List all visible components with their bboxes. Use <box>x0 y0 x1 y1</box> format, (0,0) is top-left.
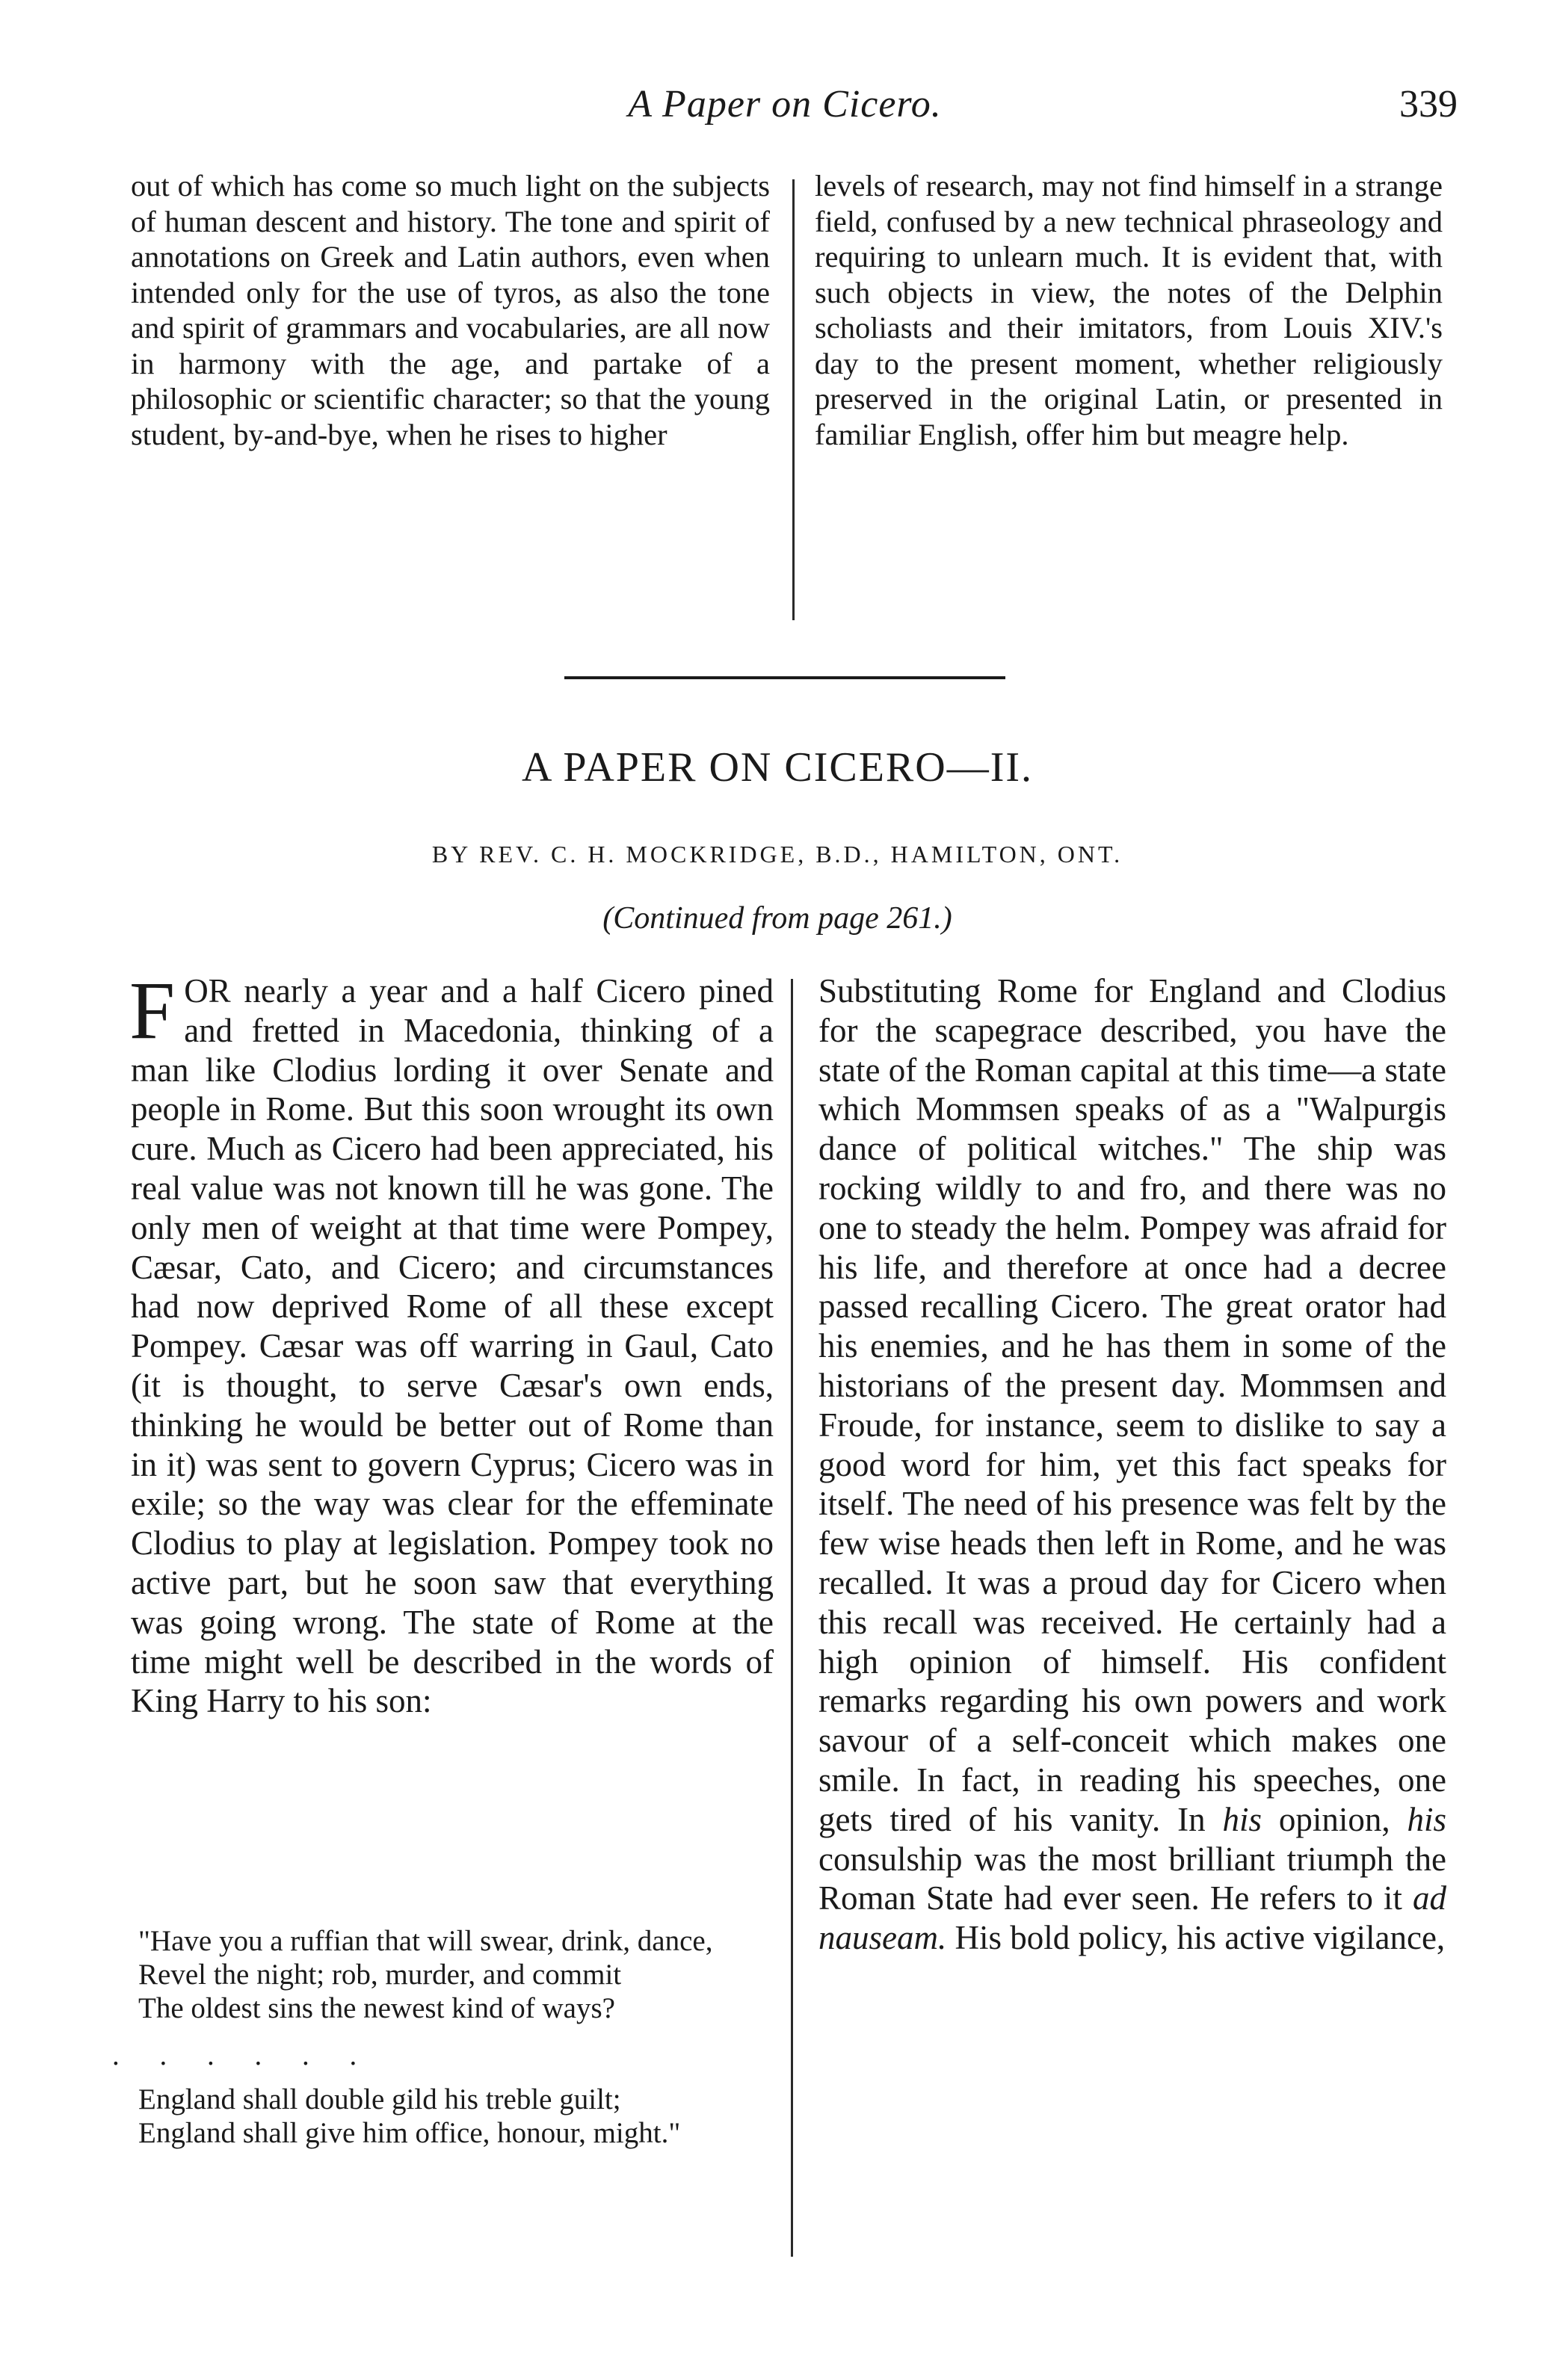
quote-line: England shall give him office, honour, might." <box>138 2117 681 2149</box>
running-header-title: A Paper on Cicero. <box>628 83 942 126</box>
verse-quote <box>112 1924 774 2150</box>
body-right-text: Substituting Rome for England and Clodius for the scapegrace described, you have the state of the Roman capital at this time—a state which Mommsen speaks of as a "Walpurgis dance of political witches." The ship was rocking wildly to and fro, and there was no one to steady the helm. Pompey was afraid for his life, and therefore at once had a decree passed recalling Cicero. The great orator had his enemies, and he has them in some of the historians of the present day. Mommsen and Froude, for instance, seem to dislike to say a good word for him, yet this fact speaks for itself. The need of his presence was felt by the few wise heads then left in Rome, and he was recalled. It was a proud day for Cicero when this recall was received. He certainly had a high opinion of himself. His confident remarks regarding his own powers and work savour of a self-conceit which makes one smile. In fact, in reading his speeches, one gets tired of his vanity. In <box>818 972 1446 1838</box>
quote-line: "Have you a ruffian that will swear, drink, dance, <box>138 1925 713 1957</box>
article-byline: BY REV. C. H. MOCKRIDGE, B.D., HAMILTON, ONT. <box>431 841 1123 868</box>
quote-line: The oldest sins the newest kind of ways? <box>138 1992 615 2024</box>
body-right-text: consulship was the most brilliant triumph the Roman State had ever seen. He refers to it <box>818 1840 1446 1917</box>
body-right-column <box>818 971 1446 1958</box>
body-right-text: opinion, <box>1278 1800 1390 1838</box>
top-right-column: levels of research, may not find himself in a strange field, confused by a new technical phraseology and requiring to unlearn much. It is evident that, with such objects in view, the notes of the Delphin scholiasts and their imitators, from Louis XIV.'s day to the present moment, whether religiously preserved in the original Latin, or presented in familiar English, offer him but meagre help. <box>815 169 1443 451</box>
drop-cap: F <box>129 965 176 1056</box>
column-divider-top <box>792 179 795 620</box>
body-left-column <box>129 965 774 1721</box>
italic-ad-nauseam: ad nauseam. <box>818 1879 1446 1957</box>
column-divider-body <box>791 979 793 2257</box>
quote-line: Revel the night; rob, murder, and commit <box>138 1959 622 1991</box>
continued-note: (Continued from page 261.) <box>602 901 952 936</box>
article-title: A PAPER ON CICERO—II. <box>521 744 1034 791</box>
italic-his: his <box>1407 1800 1447 1838</box>
quote-ellipsis: . . . . . . <box>112 2039 374 2071</box>
section-divider <box>564 676 1005 679</box>
top-left-column: out of which has come so much light on the subjects of human descent and history. The tone and spirit of annotations on Greek and Latin authors, even when intended only for the use of tyros, as also the tone and spirit of grammars and vocabularies, are all now in harmony with the age, and partake of a philosophic or scientific character; so that the young student, by-and-bye, when he rises to higher <box>131 169 770 451</box>
body-left-paragraph: OR nearly a year and a half Cicero pined and fretted in Macedonia, thinking of a man like Clodius lording it over Senate and people in Rome. But this soon wrought its own cure. Much as Cicero had been appreciated, his real value was not known till he was gone. The only men of weight at that time were Pompey, Cæsar, Cato, and Cicero; and circumstances had now deprived Rome of all these except Pompey. Cæsar was off warring in Gaul, Cato (it is thought, to serve Cæsar's own ends, thinking he would be better out of Rome than in it) was sent to govern Cyprus; Cicero was in exile; so the way was clear for the effeminate Clodius to play at legislation. Pompey took no active part, but he soon saw that everything was going wrong. The state of Rome at the time might well be described in the words of King Harry to his son: <box>131 972 774 1720</box>
body-right-text: His bold policy, his active vigilance, <box>955 1919 1446 1957</box>
italic-his: his <box>1222 1800 1262 1838</box>
page-number: 339 <box>1399 83 1458 126</box>
quote-line: England shall double gild his treble guilt; <box>138 2083 621 2115</box>
